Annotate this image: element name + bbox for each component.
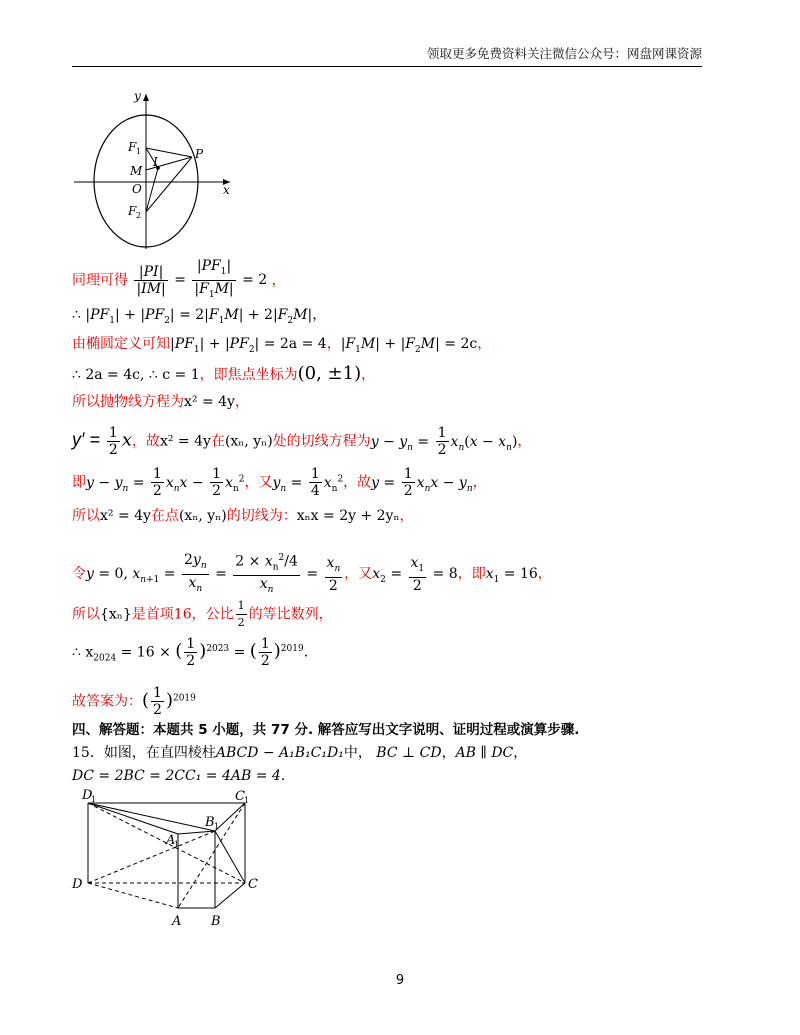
solution-line-7: 即$y - y_n$ = $\frac{1}{2}$ $x_nx$ − $\frac{1}{2}$ $x_n^2$，又$y_n$ = $\frac{1}{4}$ $x_n^2$，故y = $\frac{1}{2}$ $x_nx - y_n$， [72,466,487,499]
page-number: 9 [395,973,405,988]
svg-text:1: 1 [214,822,220,831]
solution-line-9: 令y = 0, $x_{n+1}$ = $\frac{2y_n}{x_n}$ = $\frac{2 \times x_n^2/4}{x_n}$ = $\frac{x_n}{2}$ ，又$x_2$ = $\frac{x_1}{2}$ = 8，即$x_1 = 16$， [72,551,552,596]
label-C: C [248,877,258,892]
label-F1-sub: 1 [136,147,142,156]
solution-line-8: 所以x² = 4y在点(xₙ, yₙ)的切线为：xₙx = 2y + 2yₙ， [72,508,414,524]
label-B1: B [205,815,215,830]
label-B: B [211,914,221,929]
prism-figure [70,786,270,931]
solution-line-3: 由椭圆定义可知$|PF_1| + |PF_2| = 2a = 4$，$|F_1M| + |F_2M| = 2c$， [72,336,492,355]
label-F1: F [128,140,137,154]
solution-line-12: 故答案为：( $\frac{1}{2}$ )$^{2019}$ [72,685,196,718]
solution-line-1: 同理可得 $\frac{|PI|}{|IM|}$ = $\frac{|PF_1|}{|F_1M|}$ = 2 ， [72,258,286,300]
label-C1: C [235,789,245,804]
solution-line-11: ∴ $x_{2024} = 16$ × ( $\frac{1}{2}$ )$^{2023}$ = ( $\frac{1}{2}$ )$^{2019}$. [72,636,309,669]
label-F2: F [128,204,137,218]
question-15-line-1: 15．如图，在直四棱柱ABCD − A₁B₁C₁D₁中， BC ⊥ CD，AB ∥ DC， [72,745,528,761]
question-15-line-2: DC = 2BC = 2CC₁ = 4AB = 4. [72,768,286,784]
svg-text:1: 1 [91,795,97,804]
header-text: 领取更多免费资料关注微信公众号：网盘网课资源 [426,46,702,61]
ellipse-figure [70,86,240,251]
label-A: A [172,914,182,929]
label-D: D [72,877,83,892]
label-I: I [153,155,158,169]
header-rule [72,66,702,67]
label-O: O [132,182,142,196]
solution-line-6: y′ = $\frac{1}{2}$ x，故x² = 4y在(xₙ, yₙ)处的切线方程为$y - y_n$ = $\frac{1}{2}$ $x_n(x - x_n)$， [72,425,532,458]
label-P: P [195,147,204,161]
svg-text:1: 1 [174,840,180,849]
solution-line-2: ∴ $|PF_1| + |PF_2| = 2|F_1M| + 2|F_2M|$， [72,307,327,326]
label-D1: D [82,788,93,803]
label-F2-sub: 2 [136,211,142,220]
svg-text:1: 1 [244,796,250,805]
section-4-title: 四、解答题：本题共 5 小题，共 77 分. 解答应写出文字说明、证明过程或演算步骤. [72,722,580,738]
label-A1: A [166,833,176,848]
solution-line-4: ∴ 2a = 4c, ∴ c = 1，即焦点坐标为(0, ±1)， [72,363,376,384]
label-y: y [134,89,141,103]
label-M: M [130,164,143,178]
solution-line-5: 所以抛物线方程为x² = 4y， [72,394,249,410]
label-x: x [223,183,230,197]
solution-line-10: 所以{xₙ}是首项16，公比 $\frac{1}{2}$ 的等比数列， [72,599,333,629]
